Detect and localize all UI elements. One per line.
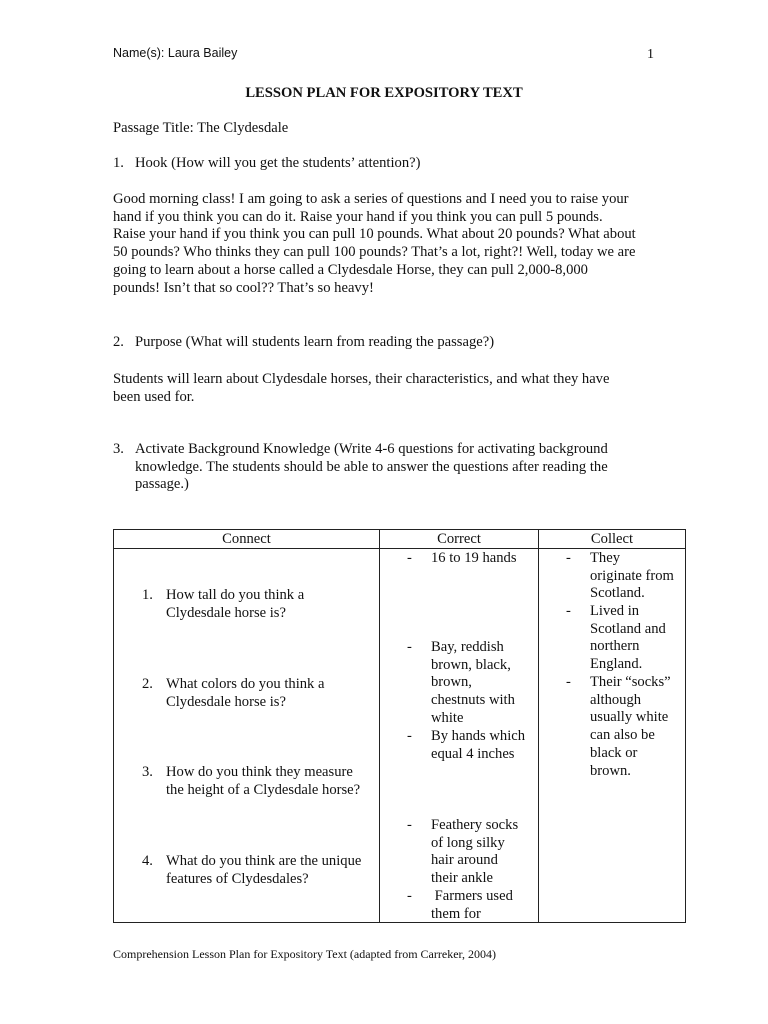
- bullet-line: Farmers used: [431, 888, 513, 904]
- hook-heading: [113, 155, 420, 173]
- collect-bullet: [566, 550, 682, 603]
- bullet-line: Lived in: [590, 603, 640, 619]
- collect-header: Collect: [539, 530, 686, 549]
- hook-line: 50 pounds? Who thinks they can pull 100 pounds? That’s a lot, right?! Well, today we are: [113, 244, 636, 261]
- footer-citation: Comprehension Lesson Plan for Expository Text (adapted from Carreker, 2004): [113, 947, 497, 961]
- bullet-line: black or: [590, 744, 638, 761]
- correct-cell: [380, 549, 539, 923]
- page-number: 1: [647, 47, 654, 62]
- question-line: How do you think they measure: [166, 764, 353, 780]
- bullet-line: equal 4 inches: [431, 745, 515, 762]
- background-heading-text: [135, 441, 643, 494]
- purpose-heading: [113, 334, 494, 352]
- bullet-line: Bay, reddish: [431, 639, 504, 655]
- bullet-line: brown, black,: [431, 656, 511, 673]
- correct-header: Correct: [380, 530, 539, 549]
- bullet-line: white: [431, 709, 464, 726]
- purpose-line: Students will learn about Clydesdale horses, their characteristics, and what they have: [113, 371, 610, 387]
- hook-paragraph: [113, 191, 658, 297]
- bullet-dash: -: [407, 728, 412, 744]
- bullet-line: brown.: [590, 762, 631, 779]
- background-heading: [113, 441, 643, 494]
- background-line: Activate Background Knowledge (Write 4-6 questions for activating background: [135, 441, 608, 457]
- bullet-dash: -: [407, 817, 412, 833]
- bullet-line: chestnuts with: [431, 692, 515, 709]
- table-header-row: [114, 530, 686, 549]
- hook-line: hand if you think you can do it. Raise your hand if you think you can pull 5 pounds.: [113, 208, 603, 225]
- bullet-line: They: [590, 550, 620, 566]
- document-title: LESSON PLAN FOR EXPOSITORY TEXT: [245, 85, 523, 101]
- connect-question: [142, 853, 372, 888]
- bullet-dash: -: [407, 639, 412, 655]
- connect-question: [142, 676, 372, 711]
- question-line: features of Clydesdales?: [166, 870, 309, 887]
- correct-bullet: [407, 550, 535, 568]
- bullet-line: originate from: [590, 567, 674, 584]
- question-number: 1.: [142, 587, 153, 603]
- question-number: 3.: [142, 764, 153, 780]
- bullet-line: northern: [590, 638, 640, 655]
- bullet-dash: -: [566, 603, 571, 619]
- bullet-dash: -: [566, 674, 571, 690]
- hook-number: 1.: [113, 155, 124, 171]
- bullet-line: England.: [590, 656, 643, 673]
- bullet-dash: -: [566, 550, 571, 566]
- hook-line: pounds! Isn’t that so cool?? That’s so heavy!: [113, 279, 374, 296]
- correct-bullet: [407, 888, 535, 923]
- question-line: What do you think are the unique: [166, 853, 362, 869]
- bullet-line: Scotland.: [590, 585, 645, 602]
- bullet-dash: -: [407, 888, 412, 904]
- background-line: passage.): [135, 476, 189, 493]
- bullet-line: usually white: [590, 709, 669, 726]
- collect-bullet: [566, 603, 682, 674]
- bullet-line: can also be: [590, 727, 655, 744]
- bullet-line: By hands which: [431, 728, 526, 744]
- correct-bullet: [407, 728, 535, 763]
- table-row: [114, 549, 686, 923]
- purpose-heading-text: Purpose (What will students learn from reading the passage?): [135, 334, 495, 350]
- background-number: 3.: [113, 441, 124, 457]
- connect-correct-collect-table: [113, 529, 686, 923]
- question-line: the height of a Clydesdale horse?: [166, 781, 361, 798]
- question-line: How tall do you think a: [166, 587, 305, 603]
- purpose-paragraph: [113, 371, 643, 406]
- question-number: 2.: [142, 676, 153, 692]
- collect-cell: [539, 549, 686, 923]
- passage-title: Passage Title: The Clydesdale: [113, 120, 289, 136]
- bullet-line: them for: [431, 905, 481, 922]
- purpose-line: been used for.: [113, 388, 195, 405]
- bullet-line: hair around: [431, 852, 498, 869]
- purpose-number: 2.: [113, 334, 124, 350]
- bullet-line: of long silky: [431, 834, 505, 851]
- bullet-line: Their “socks”: [590, 674, 671, 690]
- bullet-line: Feathery socks: [431, 817, 519, 833]
- correct-bullet: [407, 817, 535, 888]
- question-line: Clydesdale horse is?: [166, 604, 286, 621]
- question-line: Clydesdale horse is?: [166, 693, 286, 710]
- header-name: Name(s): Laura Bailey: [113, 46, 238, 60]
- correct-bullet: [407, 639, 535, 728]
- hook-line: Raise your hand if you think you can pull 10 pounds. What about 20 pounds? What about: [113, 226, 636, 243]
- hook-line: Good morning class! I am going to ask a series of questions and I need you to raise your: [113, 191, 629, 207]
- connect-cell: [114, 549, 380, 923]
- bullet-line: their ankle: [431, 870, 493, 887]
- connect-question: [142, 587, 372, 622]
- question-number: 4.: [142, 853, 153, 869]
- hook-line: going to learn about a horse called a Clydesdale Horse, they can pull 2,000-8,000: [113, 261, 588, 278]
- collect-bullet: [566, 674, 682, 780]
- bullet-line: brown,: [431, 674, 472, 691]
- bullet-dash: -: [407, 550, 412, 566]
- hook-heading-text: Hook (How will you get the students’ attention?): [135, 155, 421, 171]
- bullet-line: although: [590, 691, 642, 708]
- connect-question: [142, 764, 372, 799]
- connect-header: Connect: [114, 530, 380, 549]
- bullet-line: 16 to 19 hands: [431, 550, 517, 566]
- background-line: knowledge. The students should be able to answer the questions after reading the: [135, 458, 608, 475]
- question-line: What colors do you think a: [166, 676, 325, 692]
- bullet-line: Scotland and: [590, 620, 666, 637]
